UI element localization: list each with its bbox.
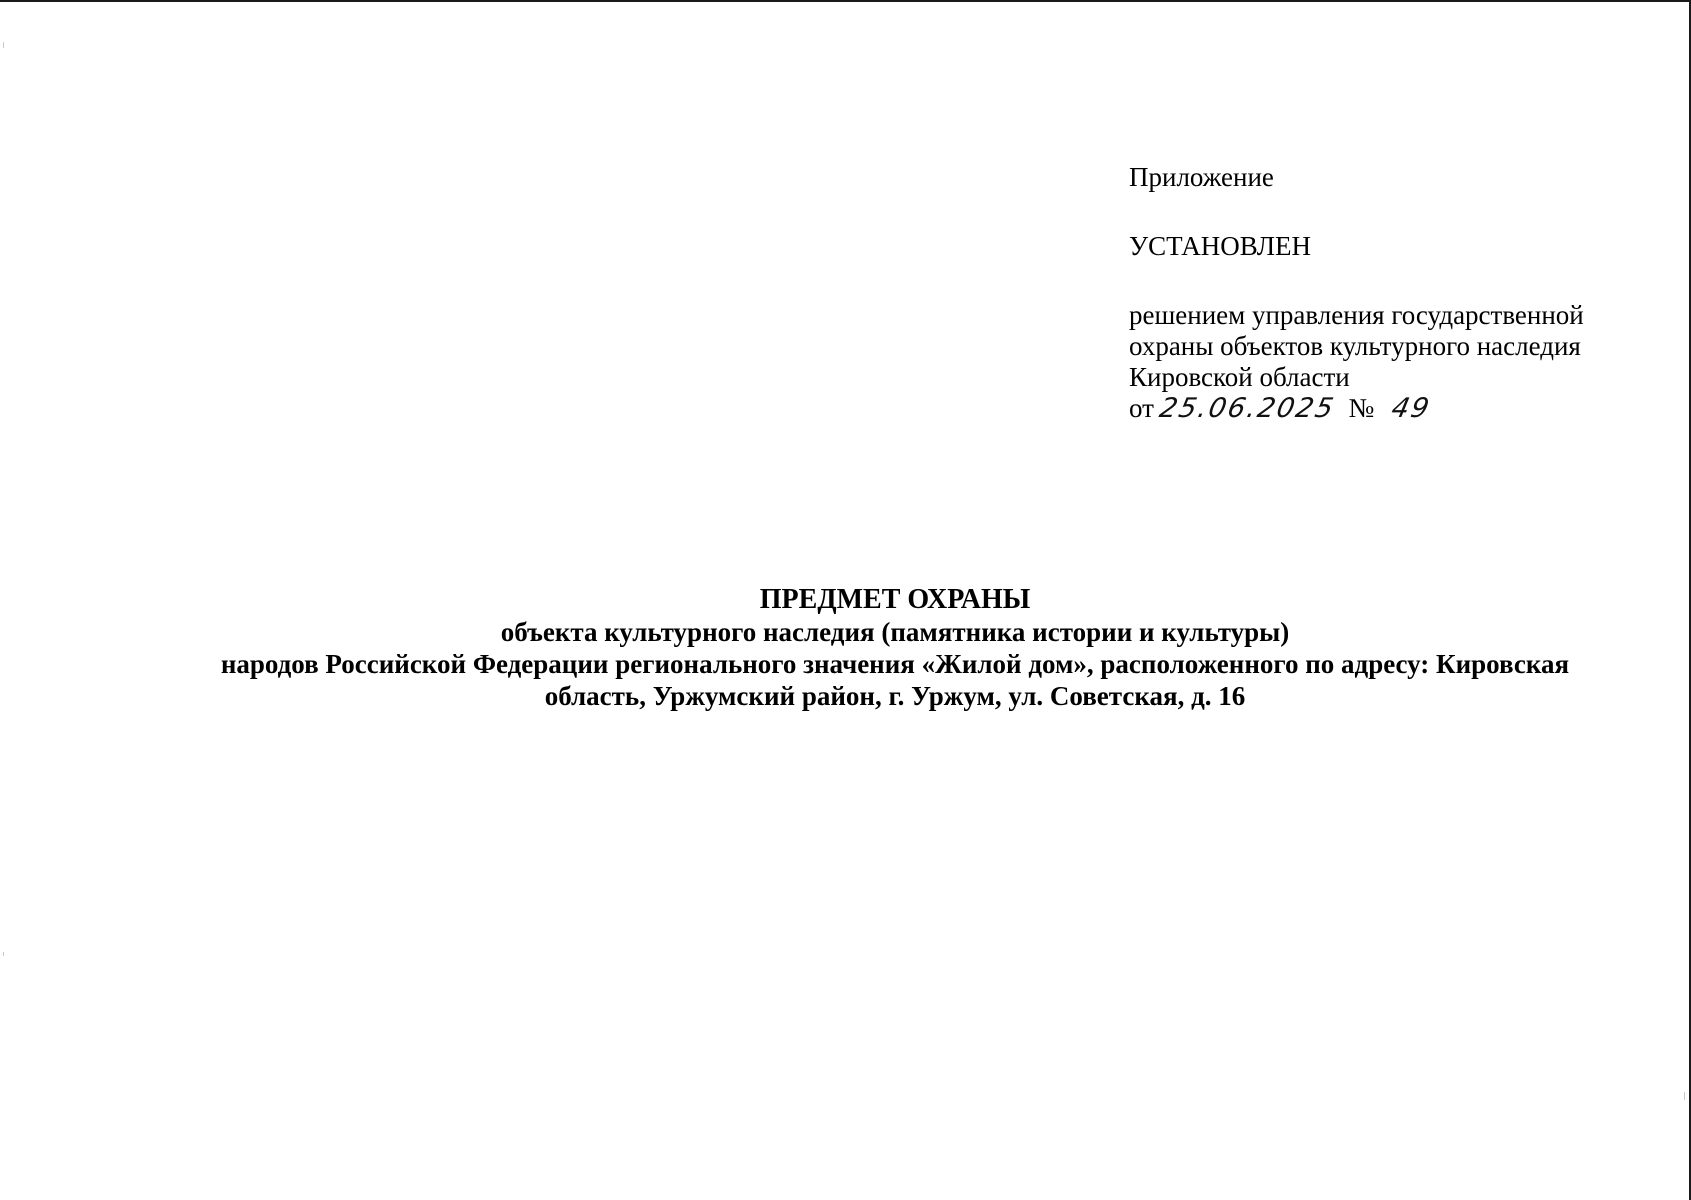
decision-line-2: охраны объектов культурного наследия	[1129, 331, 1581, 361]
date-number-line	[1129, 393, 1649, 424]
document-title-block	[150, 584, 1640, 712]
established-label: УСТАНОВЛЕН	[1129, 231, 1312, 261]
scan-artifact	[3, 952, 4, 956]
title-line-3: область, Уржумский район, г. Уржум, ул. Советская, д. 16	[544, 681, 1246, 711]
title-line-2: народов Российской Федерации регионального значения «Жилой дом», расположенного по адресу: Кировская	[220, 649, 1570, 679]
decision-line-3: Кировской области	[1129, 362, 1350, 392]
scan-artifact	[1684, 1092, 1685, 1100]
handwritten-date: 25.06.2025	[1156, 393, 1338, 424]
approval-stamp-block	[1129, 162, 1649, 424]
number-sign: №	[1348, 393, 1375, 423]
document-heading: ПРЕДМЕТ ОХРАНЫ	[759, 584, 1031, 615]
handwritten-number: 49	[1389, 393, 1434, 424]
date-prefix: от	[1129, 393, 1154, 423]
appendix-label: Приложение	[1129, 162, 1274, 192]
scan-artifact	[3, 42, 4, 48]
decision-line-1: решением управления государственной	[1129, 300, 1584, 330]
title-line-1: объекта культурного наследия (памятника истории и культуры)	[500, 617, 1290, 647]
